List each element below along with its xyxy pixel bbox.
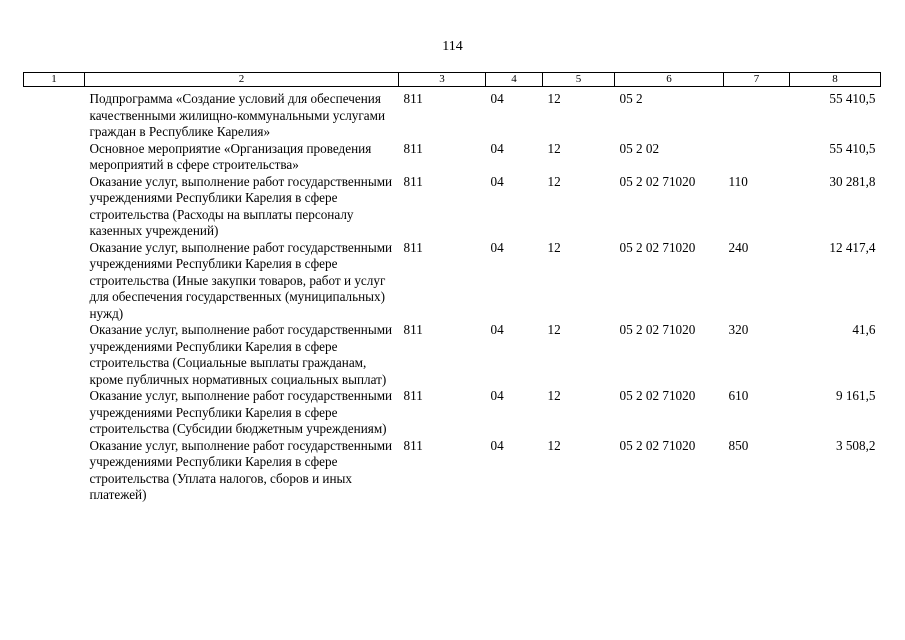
cell-grbs: 811	[403, 239, 423, 255]
table-row	[24, 438, 881, 504]
cell-rz: 04	[490, 239, 504, 255]
cell-csr: 05 2 02	[619, 140, 660, 156]
cell-csr: 05 2 02 71020	[619, 239, 696, 255]
cell-vr	[724, 141, 790, 174]
table-row	[24, 322, 881, 388]
cell-amount: 55 410,5	[829, 140, 876, 156]
cell-amount: 12 417,4	[829, 239, 876, 255]
cell-vr: 320	[728, 322, 749, 337]
header-col-3: 3	[399, 73, 486, 87]
cell-amount: 3 508,2	[835, 437, 876, 453]
cell-pr: 12	[547, 388, 561, 403]
cell-vr: 110	[728, 173, 748, 189]
cell-col-1	[24, 388, 85, 438]
cell-vr: 850	[728, 437, 749, 453]
table-row	[24, 87, 881, 141]
cell-grbs: 811	[403, 437, 423, 453]
cell-rz: 04	[490, 173, 504, 189]
table-header	[24, 73, 881, 87]
cell-pr: 12	[547, 239, 561, 255]
header-col-4: 4	[486, 73, 543, 87]
cell-vr	[724, 87, 790, 141]
cell-vr: 610	[728, 388, 749, 403]
cell-grbs: 811	[403, 388, 423, 403]
header-col-6: 6	[615, 73, 724, 87]
header-row	[24, 73, 881, 87]
cell-col-1	[24, 87, 85, 141]
cell-rz: 04	[490, 91, 504, 106]
cell-name: Оказание услуг, выполнение работ государственными учреждениями Республики Карелия в сфере строительства (Субсидии бюджетным учреждениям)	[89, 388, 393, 436]
cell-pr: 12	[547, 140, 561, 156]
table-row	[24, 240, 881, 323]
table-row	[24, 141, 881, 174]
header-col-1: 1	[24, 73, 85, 87]
cell-amount: 41,6	[852, 322, 876, 337]
cell-rz: 04	[490, 140, 504, 156]
cell-csr: 05 2	[619, 91, 643, 106]
cell-vr: 240	[728, 239, 749, 255]
cell-rz: 04	[490, 437, 504, 453]
table-row	[24, 388, 881, 438]
cell-pr: 12	[547, 91, 561, 106]
cell-col-1	[24, 322, 85, 388]
table-row	[24, 174, 881, 240]
header-col-2: 2	[85, 73, 399, 87]
cell-grbs: 811	[403, 322, 423, 337]
cell-amount: 30 281,8	[829, 173, 876, 189]
table-body	[24, 87, 881, 504]
cell-csr: 05 2 02 71020	[619, 173, 696, 189]
header-col-5: 5	[543, 73, 615, 87]
cell-pr: 12	[547, 173, 561, 189]
header-col-8: 8	[790, 73, 881, 87]
cell-col-1	[24, 141, 85, 174]
cell-rz: 04	[490, 322, 504, 337]
cell-col-1	[24, 240, 85, 323]
cell-csr: 05 2 02 71020	[619, 388, 696, 403]
cell-name: Оказание услуг, выполнение работ государственными учреждениями Республики Карелия в сфере строительства (Иные закупки товаров, работ и услуг для обеспечения государственных (муниципальных) нужд)	[89, 239, 393, 321]
cell-col-1	[24, 438, 85, 504]
cell-grbs: 811	[403, 140, 423, 156]
cell-name: Оказание услуг, выполнение работ государственными учреждениями Республики Карелия в сфере строительства (Расходы на выплаты персоналу казенных учреждений)	[89, 173, 393, 238]
cell-amount: 55 410,5	[829, 91, 876, 106]
cell-csr: 05 2 02 71020	[619, 437, 696, 453]
cell-name: Подпрограмма «Создание условий для обеспечения качественными жилищно-коммунальными услугами граждан в Республике Карелия»	[89, 91, 386, 139]
page-number: 114	[442, 39, 463, 54]
cell-rz: 04	[490, 388, 504, 403]
cell-pr: 12	[547, 322, 561, 337]
header-col-7: 7	[724, 73, 790, 87]
cell-csr: 05 2 02 71020	[619, 322, 696, 337]
cell-grbs: 811	[403, 91, 423, 106]
cell-pr: 12	[547, 437, 561, 453]
cell-amount: 9 161,5	[835, 388, 876, 403]
cell-name: Оказание услуг, выполнение работ государственными учреждениями Республики Карелия в сфере строительства (Уплата налогов, сборов и иных платежей)	[89, 437, 393, 502]
cell-name: Основное мероприятие «Организация проведения мероприятий в сфере строительства»	[89, 140, 372, 172]
budget-table	[23, 72, 881, 504]
cell-col-1	[24, 174, 85, 240]
cell-grbs: 811	[403, 173, 423, 189]
cell-name: Оказание услуг, выполнение работ государственными учреждениями Республики Карелия в сфере строительства (Социальные выплаты гражданам, кроме публичных нормативных социальных выплат)	[89, 322, 393, 387]
